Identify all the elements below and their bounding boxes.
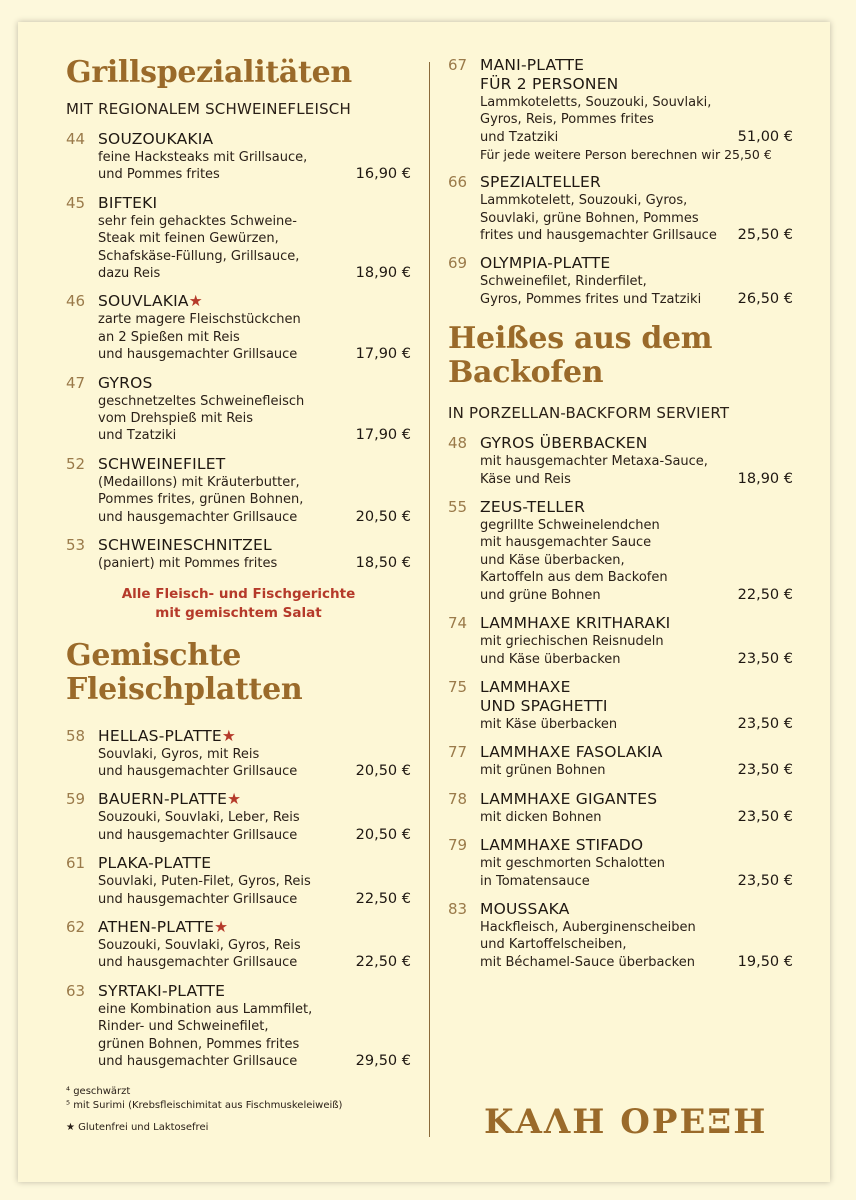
item-number: 44 xyxy=(66,130,86,148)
item-number: 83 xyxy=(448,899,468,918)
item-desc-price-wrap xyxy=(480,94,793,146)
menu-item xyxy=(448,790,793,826)
menu-item xyxy=(66,374,411,445)
text-line: BAUERN-PLATTE xyxy=(98,790,228,809)
text-line: Alle Fleisch- und Fischgerichte xyxy=(121,585,356,602)
item-extra-note: Für jede weitere Person berechnen wir 25,50 € xyxy=(480,147,772,163)
greek-greeting: ΚΑΛΗ ΟΡΕΞΗ xyxy=(484,1102,768,1142)
section-heading-grill: Grillspezialitäten xyxy=(66,55,352,90)
text-line: BIFTEKI xyxy=(98,193,158,212)
text-line: an 2 Spießen mit Reis xyxy=(98,329,240,345)
text-line: grünen Bohnen, Pommes frites xyxy=(98,1036,300,1052)
item-name xyxy=(480,614,793,633)
item-name xyxy=(480,498,793,517)
salad-note xyxy=(66,585,411,623)
text-line: und Käse überbacken xyxy=(480,651,621,667)
item-name xyxy=(98,194,411,213)
item-number: 75 xyxy=(448,677,468,696)
text-line: Souvlaki, Gyros, mit Reis xyxy=(98,746,260,762)
star-icon: ★ xyxy=(188,292,203,311)
text-line: LAMMHAXE STIFADO xyxy=(480,836,644,855)
item-name xyxy=(98,374,411,393)
menu-item xyxy=(66,455,411,526)
text-line: Käse und Reis xyxy=(480,471,571,487)
menu-list-platters xyxy=(66,727,411,1071)
item-name xyxy=(98,854,411,873)
text-line: Pommes frites, grünen Bohnen, xyxy=(98,492,304,508)
text-line: GYROS xyxy=(98,373,153,392)
text-line: und Pommes frites xyxy=(98,167,220,183)
item-price: 22,50 € xyxy=(737,586,793,603)
text-line: Hackfleisch, Auberginenscheiben xyxy=(480,919,696,935)
menu-item xyxy=(66,790,411,844)
text-line: LAMMHAXE xyxy=(480,677,571,696)
item-name xyxy=(480,173,793,192)
text-line: Heißes aus dem xyxy=(448,321,713,357)
text-line: HELLAS-PLATTE xyxy=(98,726,222,745)
text-line: SCHWEINESCHNITZEL xyxy=(98,536,272,555)
menu-item xyxy=(448,56,793,163)
text-line: LAMMHAXE KRITHARAKI xyxy=(480,614,671,633)
item-name xyxy=(480,743,793,762)
menu-item xyxy=(448,743,793,779)
text-line: und hausgemachter Grillsauce xyxy=(98,509,298,525)
item-number: 59 xyxy=(66,790,86,809)
item-price: 18,50 € xyxy=(355,555,411,572)
item-price: 19,50 € xyxy=(737,953,793,970)
menu-item xyxy=(66,854,411,908)
footnote: ★ Glutenfrei und Laktosefrei xyxy=(66,1122,209,1133)
text-line: ATHEN-PLATTE xyxy=(98,917,215,936)
item-number: 67 xyxy=(448,56,468,74)
item-price: 22,50 € xyxy=(355,890,411,907)
item-number: 66 xyxy=(448,173,468,192)
item-price: 20,50 € xyxy=(355,762,411,779)
text-line: und hausgemachter Grillsauce xyxy=(98,1053,298,1069)
item-name xyxy=(98,130,411,149)
text-line: SOUZOUKAKIA xyxy=(98,130,214,148)
item-price: 23,50 € xyxy=(737,808,793,825)
item-name xyxy=(98,918,411,937)
text-line: Kartoffeln aus dem Backofen xyxy=(480,570,668,586)
text-line: MOUSSAKA xyxy=(480,899,570,918)
text-line: Gemischte xyxy=(66,637,242,673)
text-line: geschnetzeltes Schweinefleisch xyxy=(98,393,305,409)
item-name xyxy=(480,56,793,94)
footnotes xyxy=(66,1085,342,1135)
text-line: und hausgemachter Grillsauce xyxy=(98,347,298,363)
text-line: feine Hacksteaks mit Grillsauce, xyxy=(98,150,308,165)
menu-item xyxy=(66,727,411,781)
item-number: 78 xyxy=(448,789,468,808)
item-price: 18,90 € xyxy=(355,265,411,282)
item-price: 18,90 € xyxy=(737,470,793,487)
item-price: 29,50 € xyxy=(355,1052,411,1069)
item-name xyxy=(480,254,793,273)
star-icon: ★ xyxy=(214,917,229,936)
item-name xyxy=(480,836,793,855)
item-name xyxy=(98,790,411,809)
item-price: 17,90 € xyxy=(355,427,411,444)
item-price: 26,50 € xyxy=(737,290,793,307)
item-name xyxy=(480,900,793,919)
text-line: zarte magere Fleischstückchen xyxy=(98,312,301,328)
footnote: ⁵ mit Surimi (Krebsfleischimitat aus Fischmuskeleiweiß) xyxy=(66,1100,343,1111)
text-line: und Kartoffelscheiben, xyxy=(480,937,627,953)
item-name xyxy=(480,790,793,809)
text-line: LAMMHAXE GIGANTES xyxy=(480,789,658,808)
right-column xyxy=(448,56,793,981)
item-name xyxy=(98,727,411,746)
item-name xyxy=(480,434,793,453)
item-price: 20,50 € xyxy=(355,826,411,843)
menu-item xyxy=(66,194,411,283)
menu-page xyxy=(18,22,830,1182)
text-line: mit Béchamel-Sauce überbacken xyxy=(480,954,695,970)
section-heading-oven xyxy=(448,322,793,390)
text-line: (Medaillons) mit Kräuterbutter, xyxy=(98,474,300,490)
item-number: 74 xyxy=(448,614,468,633)
text-line: Lammkoteletts, Souzouki, Souvlaki, xyxy=(480,95,712,110)
item-number: 45 xyxy=(66,193,86,212)
star-icon: ★ xyxy=(227,790,242,809)
text-line: Schafskäse-Füllung, Grillsauce, xyxy=(98,248,300,264)
menu-item xyxy=(66,130,411,184)
text-line: mit dicken Bohnen xyxy=(480,809,602,825)
text-line: in Tomatensauce xyxy=(480,873,590,889)
text-line: OLYMPIA-PLATTE xyxy=(480,254,611,273)
item-price: 23,50 € xyxy=(737,715,793,732)
text-line: mit gemischtem Salat xyxy=(155,604,322,621)
column-divider xyxy=(429,62,430,1137)
text-line: dazu Reis xyxy=(98,266,161,282)
text-line: mit Käse überbacken xyxy=(480,716,618,732)
menu-item xyxy=(448,678,793,733)
item-number: 58 xyxy=(66,726,86,745)
text-line: ZEUS-TELLER xyxy=(480,498,586,517)
text-line: Souzouki, Souvlaki, Gyros, Reis xyxy=(98,937,301,953)
section-subheading-grill: MIT REGIONALEM SCHWEINEFLEISCH xyxy=(66,100,351,118)
text-line: Schweinefilet, Rinderfilet, xyxy=(480,274,647,290)
text-line: Gyros, Pommes frites und Tzatziki xyxy=(480,291,702,307)
item-price: 16,90 € xyxy=(355,166,411,183)
item-number: 79 xyxy=(448,836,468,855)
text-line: Steak mit feinen Gewürzen, xyxy=(98,231,279,247)
item-number: 53 xyxy=(66,536,86,555)
item-number: 63 xyxy=(66,981,86,1000)
menu-item xyxy=(448,254,793,308)
text-line: und hausgemachter Grillsauce xyxy=(98,955,298,971)
item-number: 46 xyxy=(66,292,86,311)
menu-item xyxy=(448,173,793,244)
text-line: vom Drehspieß mit Reis xyxy=(98,411,254,427)
text-line: Souvlaki, grüne Bohnen, Pommes xyxy=(480,210,699,226)
text-line: und Tzatziki xyxy=(480,129,559,145)
menu-item xyxy=(66,292,411,363)
item-number: 52 xyxy=(66,454,86,473)
footnote: ⁴ geschwärzt xyxy=(66,1086,131,1097)
menu-item xyxy=(448,614,793,668)
item-number: 62 xyxy=(66,917,86,936)
text-line: SCHWEINEFILET xyxy=(98,454,226,473)
text-line: frites und hausgemachter Grillsauce xyxy=(480,228,717,244)
item-number: 61 xyxy=(66,854,86,873)
text-line: Souvlaki, Puten-Filet, Gyros, Reis xyxy=(98,874,311,890)
menu-item xyxy=(66,536,411,572)
menu-item xyxy=(66,918,411,972)
text-line: mit grünen Bohnen xyxy=(480,763,606,779)
text-line: GYROS ÜBERBACKEN xyxy=(480,434,648,453)
text-line: und Käse überbacken, xyxy=(480,552,625,568)
item-name xyxy=(98,982,411,1001)
menu-item xyxy=(448,836,793,890)
menu-item xyxy=(448,900,793,971)
item-price: 23,50 € xyxy=(737,872,793,889)
text-line: Gyros, Reis, Pommes frites xyxy=(480,112,654,128)
text-line: FÜR 2 PERSONEN xyxy=(480,75,619,93)
text-line: und Tzatziki xyxy=(98,428,177,444)
item-price: 22,50 € xyxy=(355,954,411,971)
text-line: und hausgemachter Grillsauce xyxy=(98,763,298,779)
item-number: 69 xyxy=(448,254,468,273)
item-price: 23,50 € xyxy=(737,762,793,779)
text-line: Souzouki, Souvlaki, Leber, Reis xyxy=(98,810,300,826)
text-line: und hausgemachter Grillsauce xyxy=(98,827,298,843)
text-line: (paniert) mit Pommes frites xyxy=(98,556,278,572)
text-line: UND SPAGHETTI xyxy=(480,696,608,715)
menu-list-platters-cont xyxy=(448,56,793,308)
section-heading-platters xyxy=(66,639,411,707)
left-column xyxy=(66,56,411,1080)
text-line: und grüne Bohnen xyxy=(480,587,601,603)
text-line: sehr fein gehacktes Schweine- xyxy=(98,213,297,229)
text-line: SOUVLAKIA xyxy=(98,292,189,311)
item-name xyxy=(98,455,411,474)
text-line: SYRTAKI-PLATTE xyxy=(98,981,226,1000)
item-body xyxy=(480,56,793,163)
text-line: gegrillte Schweinelendchen xyxy=(480,518,660,534)
item-price: 51,00 € xyxy=(737,128,793,145)
text-line: PLAKA-PLATTE xyxy=(98,854,212,873)
text-line: Fleischplatten xyxy=(66,671,303,707)
item-number: 55 xyxy=(448,498,468,517)
text-line: und hausgemachter Grillsauce xyxy=(98,891,298,907)
menu-list-oven xyxy=(448,434,793,971)
text-line: mit hausgemachter Sauce xyxy=(480,535,652,551)
item-name xyxy=(98,292,411,311)
section-subheading-oven: IN PORZELLAN-BACKFORM SERVIERT xyxy=(448,404,730,423)
item-price: 25,50 € xyxy=(737,227,793,244)
menu-item xyxy=(448,498,793,604)
text-line: Lammkotelett, Souzouki, Gyros, xyxy=(480,193,688,209)
text-line: LAMMHAXE FASOLAKIA xyxy=(480,743,663,762)
star-icon: ★ xyxy=(221,726,237,745)
item-number: 48 xyxy=(448,434,468,453)
item-number: 47 xyxy=(66,373,86,392)
item-name xyxy=(480,678,793,716)
text-line: eine Kombination aus Lammfilet, xyxy=(98,1001,313,1017)
item-number: 77 xyxy=(448,743,468,762)
text-line: mit geschmorten Schalotten xyxy=(480,856,665,872)
item-name xyxy=(98,536,411,555)
text-line: mit griechischen Reisnudeln xyxy=(480,634,664,650)
item-price: 20,50 € xyxy=(355,508,411,525)
menu-item xyxy=(448,434,793,488)
menu-item xyxy=(66,982,411,1071)
item-price: 17,90 € xyxy=(355,346,411,363)
text-line: SPEZIALTELLER xyxy=(480,173,601,192)
item-price: 23,50 € xyxy=(737,650,793,667)
text-line: MANI-PLATTE xyxy=(480,56,585,74)
text-line: Rinder- und Schweinefilet, xyxy=(98,1019,269,1035)
text-line: mit hausgemachter Metaxa-Sauce, xyxy=(480,454,708,470)
menu-list-grill xyxy=(66,130,411,573)
text-line: Backofen xyxy=(448,355,604,391)
